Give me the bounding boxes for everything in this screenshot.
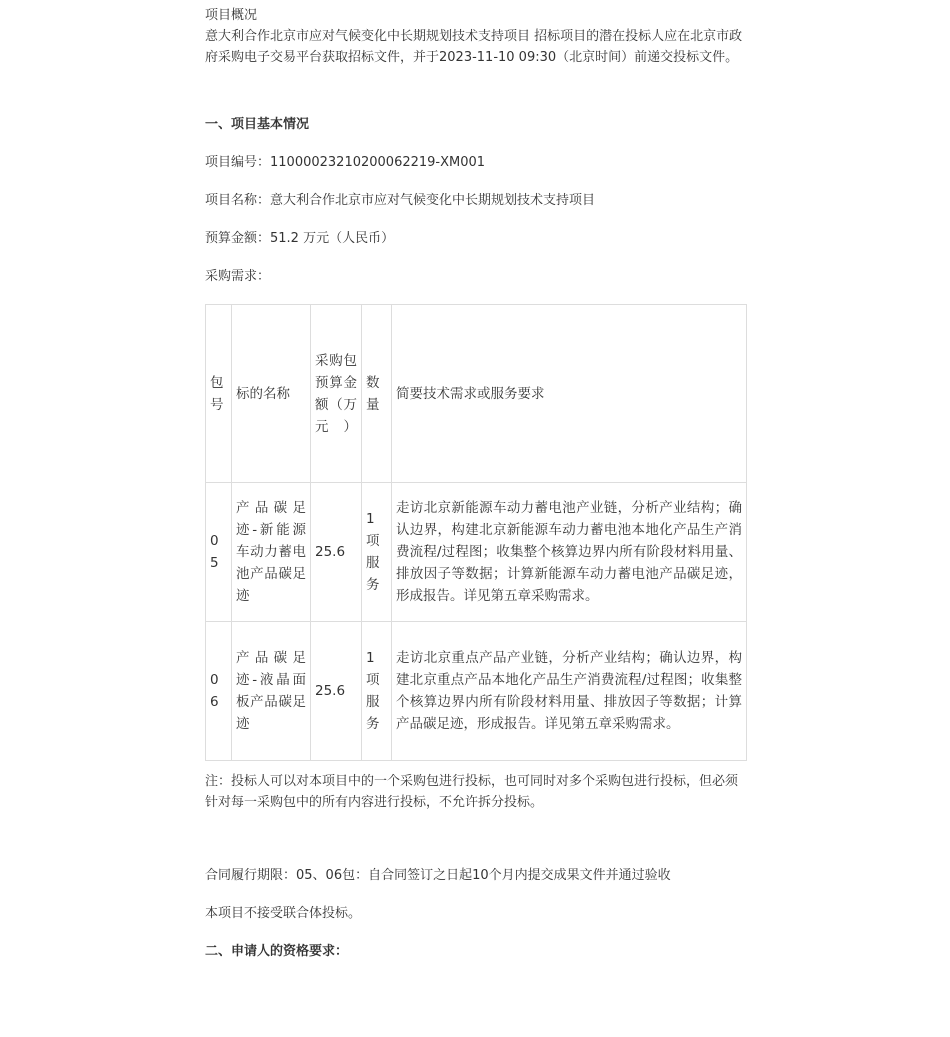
contract-period: 合同履行期限：05、06包：自合同签订之日起10个月内提交成果文件并通过验收 xyxy=(205,868,671,883)
cell-budget: 25.6 xyxy=(311,483,362,622)
requirement-label: 采购需求： xyxy=(205,269,271,284)
table-header-row xyxy=(206,305,747,483)
header-package-no: 包号 xyxy=(206,305,232,483)
cell-quantity: 1项服务 xyxy=(362,483,392,622)
section-heading-basic-info: 一、项目基本情况 xyxy=(205,117,310,132)
header-budget: 采购包预算金额（万元） xyxy=(311,305,362,483)
header-quantity: 数量 xyxy=(362,305,392,483)
header-item-name: 标的名称 xyxy=(232,305,311,483)
requirements-table xyxy=(205,304,747,761)
joint-bid-notice: 本项目不接受联合体投标。 xyxy=(205,906,362,921)
project-name: 项目名称：意大利合作北京市应对气候变化中长期规划技术支持项目 xyxy=(205,193,596,208)
cell-package-no: 06 xyxy=(206,622,232,761)
table-note: 注：投标人可以对本项目中的一个采购包进行投标，也可同时对多个采购包进行投标，但必须针对每一采购包中的所有内容进行投标，不允许拆分投标。 xyxy=(205,774,739,810)
cell-item-name: 产品碳足迹-新能源车动力蓄电池产品碳足迹 xyxy=(232,483,311,622)
header-requirements: 简要技术需求或服务要求 xyxy=(392,305,747,483)
project-number: 项目编号：11000023210200062219-XM001 xyxy=(205,155,486,170)
cell-quantity: 1项服务 xyxy=(362,622,392,761)
cell-package-no: 05 xyxy=(206,483,232,622)
cell-requirements: 走访北京新能源车动力蓄电池产业链，分析产业结构；确认边界，构建北京新能源车动力蓄电池本地化产品生产消费流程/过程图；收集整个核算边界内所有阶段材料用量、排放因子等数据；计算新能源车动力蓄电池产品碳足迹，形成报告。详见第五章采购需求。 xyxy=(392,483,747,622)
cell-item-name: 产品碳足迹-液晶面板产品碳足迹 xyxy=(232,622,311,761)
overview-text: 意大利合作北京市应对气候变化中长期规划技术支持项目 招标项目的潜在投标人应在北京市政府采购电子交易平台获取招标文件，并于2023-11-10 09:30（北京时间）前递交投标文件。 xyxy=(205,29,743,65)
table-row xyxy=(206,622,747,761)
overview-title: 项目概况 xyxy=(205,8,258,23)
document-body xyxy=(205,6,746,962)
table-row xyxy=(206,483,747,622)
budget-amount: 预算金额：51.2 万元（人民币） xyxy=(205,231,395,246)
cell-budget: 25.6 xyxy=(311,622,362,761)
section-heading-qualifications: 二、申请人的资格要求： xyxy=(205,944,349,959)
cell-requirements: 走访北京重点产品产业链，分析产业结构；确认边界，构建北京重点产品本地化产品生产消费流程/过程图；收集整个核算边界内所有阶段材料用量、排放因子等数据；计算产品碳足迹，形成报告。详见第五章采购需求。 xyxy=(392,622,747,761)
